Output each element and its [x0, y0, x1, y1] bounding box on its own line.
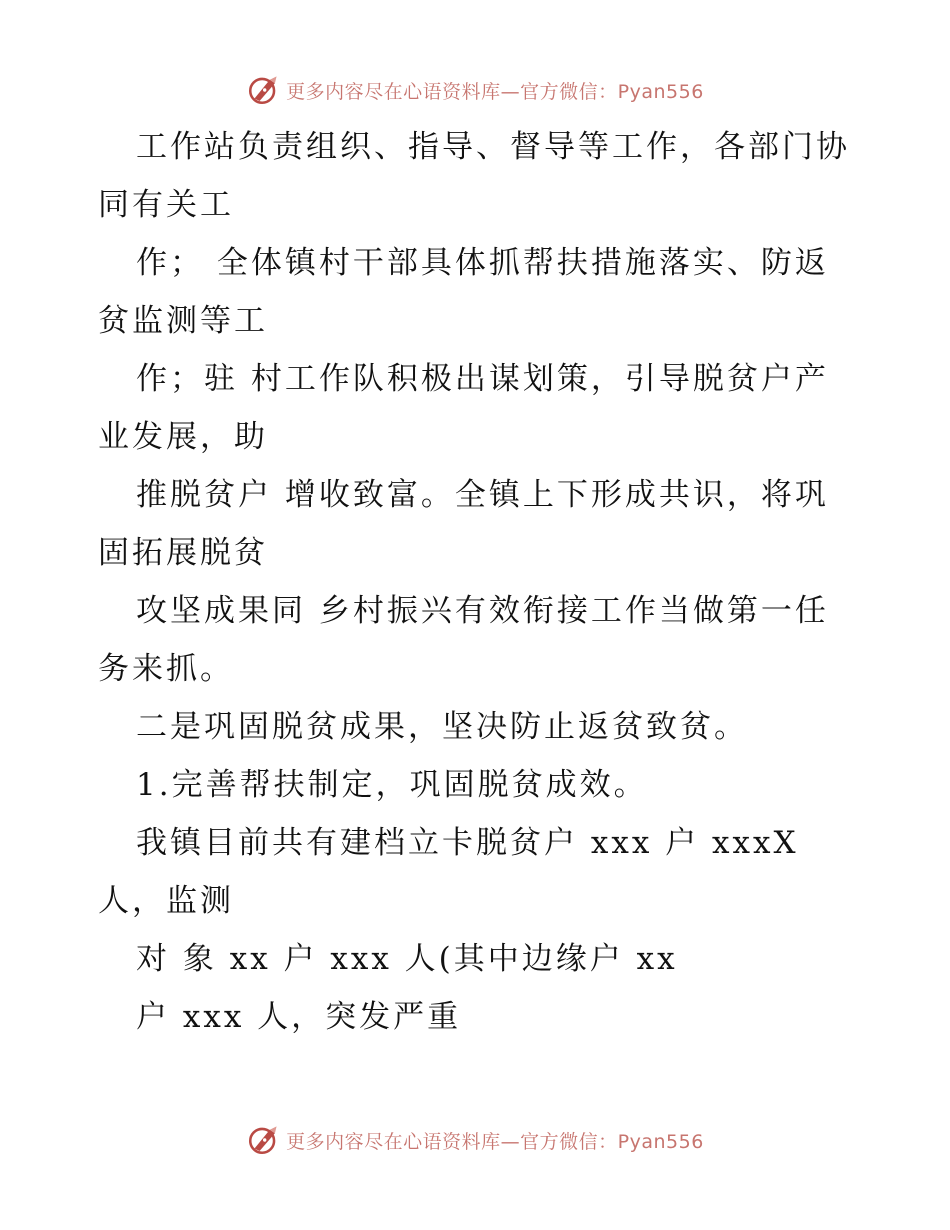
- subsection-heading: 1.完善帮扶制定，巩固脱贫成效。: [136, 767, 648, 803]
- paragraph-line: 工作站负责组织、指导、督导等工作，各部门协: [136, 129, 850, 165]
- paragraph-line: 业发展，助: [98, 419, 268, 455]
- footer-watermark-text: 更多内容尽在心语资料库—官方微信：Pyan556: [286, 1130, 704, 1153]
- footer-watermark: [0, 1120, 950, 1160]
- header-watermark: [0, 70, 950, 110]
- paragraph-line: 推脱贫户 增收致富。全镇上下形成共识，将巩: [136, 477, 829, 513]
- paragraph-line: 我镇目前共有建档立卡脱贫户 xxx 户 xxxX: [136, 825, 799, 861]
- paragraph-line: 同有关工: [98, 187, 234, 223]
- header-watermark-text: 更多内容尽在心语资料库—官方微信：Pyan556: [286, 80, 704, 103]
- pen-nib-circle-icon: [246, 1123, 280, 1157]
- paragraph-line: 作；驻 村工作队积极出谋划策，引导脱贫户产: [136, 361, 829, 397]
- paragraph-line: 人，监测: [98, 883, 234, 919]
- paragraph-line: 户 xxx 人，突发严重: [136, 999, 462, 1035]
- pen-nib-circle-icon: [246, 73, 280, 107]
- footer-watermark-inner: [246, 1123, 704, 1157]
- paragraph-line: 攻坚成果同 乡村振兴有效衔接工作当做第一任: [136, 593, 829, 629]
- document-body: [98, 118, 858, 1046]
- paragraph-line: 贫监测等工: [98, 303, 268, 339]
- paragraph-line: 固拓展脱贫: [98, 535, 268, 571]
- paragraph-line: 对 象 xx 户 xxx 人(其中边缘户 xx: [136, 941, 678, 977]
- section-heading: 二是巩固脱贫成果，坚决防止返贫致贫。: [136, 709, 748, 745]
- paragraph-line: 务来抓。: [98, 651, 234, 687]
- paragraph-line: 作； 全体镇村干部具体抓帮扶措施落实、防返: [136, 245, 829, 281]
- header-watermark-inner: [246, 73, 704, 107]
